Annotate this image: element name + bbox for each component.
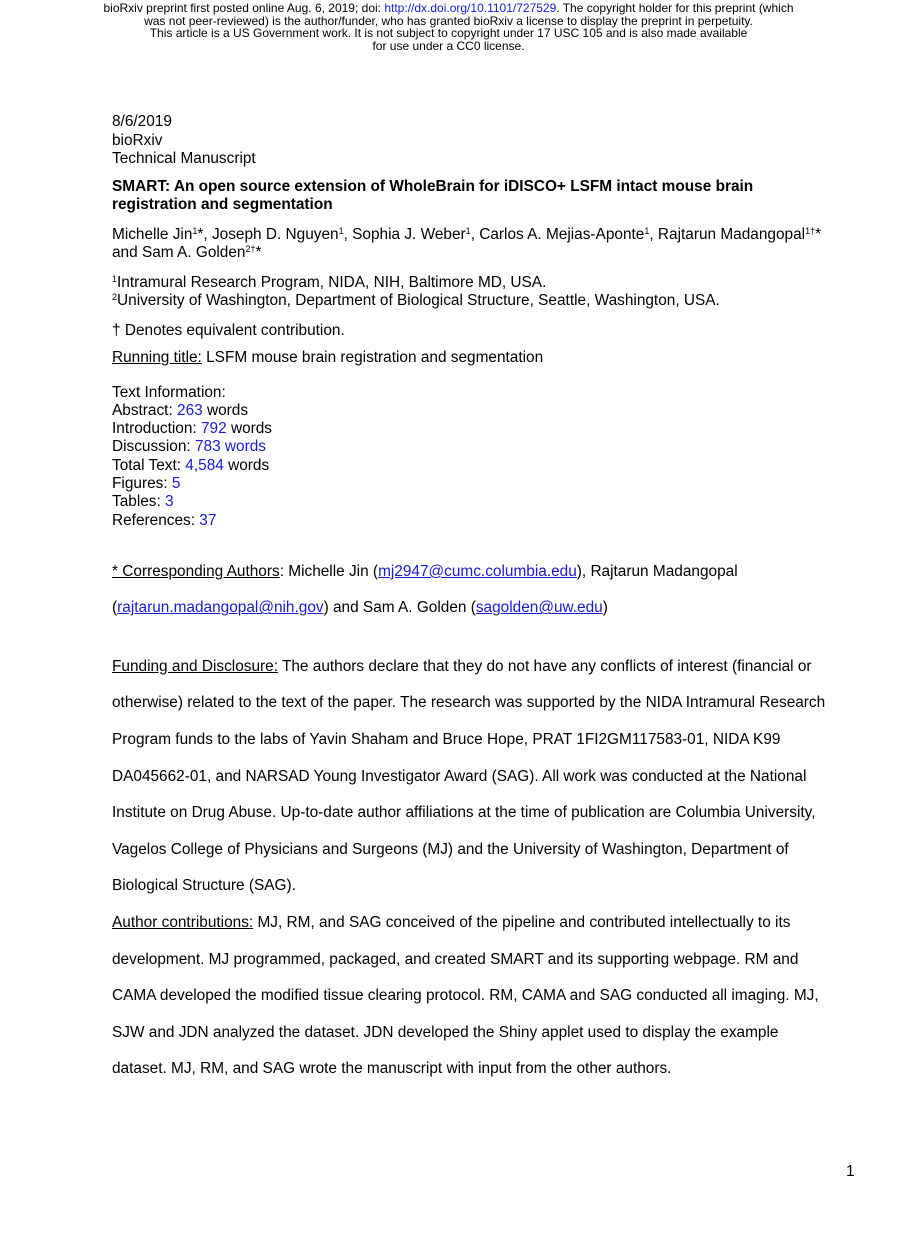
abstract-count: Abstract: 263 words <box>112 401 249 419</box>
header-line-4: for use under a CC0 license. <box>372 38 525 53</box>
corresponding-authors: * Corresponding Authors: Michelle Jin (mj2947@cumc.columbia.edu), Rajtarun Madangopal (rajtarun.madangopal@nih.gov) and Sam A. Golden (sagolden@uw.edu) <box>112 562 738 617</box>
funding-label: Funding and Disclosure: <box>112 657 278 675</box>
header-line-3: This article is a US Government work. It is not subject to copyright under 17 USC 105 and is also made available <box>149 26 748 40</box>
figures-count: Figures: 5 <box>112 474 181 492</box>
doi-link[interactable]: http://dx.doi.org/10.1101/727529 <box>384 1 557 15</box>
contributions-label: Author contributions: <box>112 914 254 932</box>
discussion-count: Discussion: 783 words <box>112 438 266 456</box>
email-link-jin[interactable]: mj2947@cumc.columbia.edu <box>378 562 577 580</box>
affiliations: $^1$Intramural Research Program, NIDA, NIH, Baltimore MD, USA. $^2$University of Washington, Department of Biological Structure, Seattle, Washington, USA. <box>112 273 720 309</box>
introduction-count: Introduction: 792 words <box>112 420 273 438</box>
header-line-2: was not peer-reviewed) is the author/funder, who has granted bioRxiv a license to display the preprint in perpetuity. <box>144 13 753 28</box>
total-text-count: Total Text: 4,584 words <box>112 456 270 474</box>
funding-and-contributions: Funding and Disclosure: The authors declare that they do not have any conflicts of interest (financial or otherwise) related to the text of the paper. The research was supported by the NIDA Intramural Research Program funds to the labs of Yavin Shaham and Bruce Hope, PRAT 1FI2GM117583-01, NIDA K99 DA045662-01, and NARSAD Young Investigator Award (SAG). All work was conducted at the National Institute on Drug Abuse. Up-to-date author affiliations at the time of publication are Columbia University, Vagelos College of Physicians and Surgeons (MJ) and the University of Washington, Department of Biological Structure (SAG). Author contributions: MJ, RM, and SAG conceived of the pipeline and contributed intellectually to its development. MJ programmed, packaged, and created SMART and its supporting webpage. RM and CAMA developed the modified tissue clearing protocol. RM, CAMA and SAG conducted all imaging. MJ, SJW and JDN analyzed the dataset. JDN developed the Shiny applet used to display the example dataset. MJ, RM, and SAG wrote the manuscript with input from the other authors. <box>112 657 826 1078</box>
tables-count: Tables: 3 <box>112 493 174 511</box>
header-line-1: bioRxiv preprint first posted online Aug. 6, 2019; doi: http://dx.doi.org/10.1101/727529. The copyright holder for this preprint (which <box>103 1 794 15</box>
references-count: References: 37 <box>112 511 217 529</box>
manuscript-venue: bioRxiv <box>112 131 163 149</box>
email-link-golden[interactable]: sagolden@uw.edu <box>475 599 603 617</box>
running-title: Running title: LSFM mouse brain registration and segmentation <box>112 349 544 366</box>
manuscript-body <box>112 113 872 1088</box>
manuscript-type: Technical Manuscript <box>112 150 256 167</box>
manuscript-meta <box>112 113 872 169</box>
equivalent-contribution-note: † Denotes equivalent contribution. <box>112 321 345 339</box>
manuscript-date: 8/6/2019 <box>112 113 172 130</box>
corresponding-label: * Corresponding Authors <box>112 562 280 580</box>
email-link-madangopal[interactable]: rajtarun.madangopal@nih.gov <box>117 599 324 617</box>
text-information: Text Information: Abstract: 263 words Introduction: 792 words Discussion: 783 words Total Text: 4,584 words Figures: 5 Tables: 3 References: 37 <box>112 384 872 530</box>
preprint-header <box>0 2 897 52</box>
page-number: 1 <box>846 1163 855 1180</box>
author-list: Michelle Jin$^1$*, Joseph D. Nguyen$^1$, Sophia J. Weber$^1$, Carlos A. Mejias-Aponte$^1$, Rajtarun Madangopal$^{1\dagger}$* and Sam A. Golden$^{2\dagger}$* <box>112 225 822 261</box>
running-title-label: Running title: <box>112 349 202 366</box>
paper-title: SMART: An open source extension of WholeBrain for iDISCO+ LSFM intact mouse brain registration and segmentation <box>112 177 754 213</box>
